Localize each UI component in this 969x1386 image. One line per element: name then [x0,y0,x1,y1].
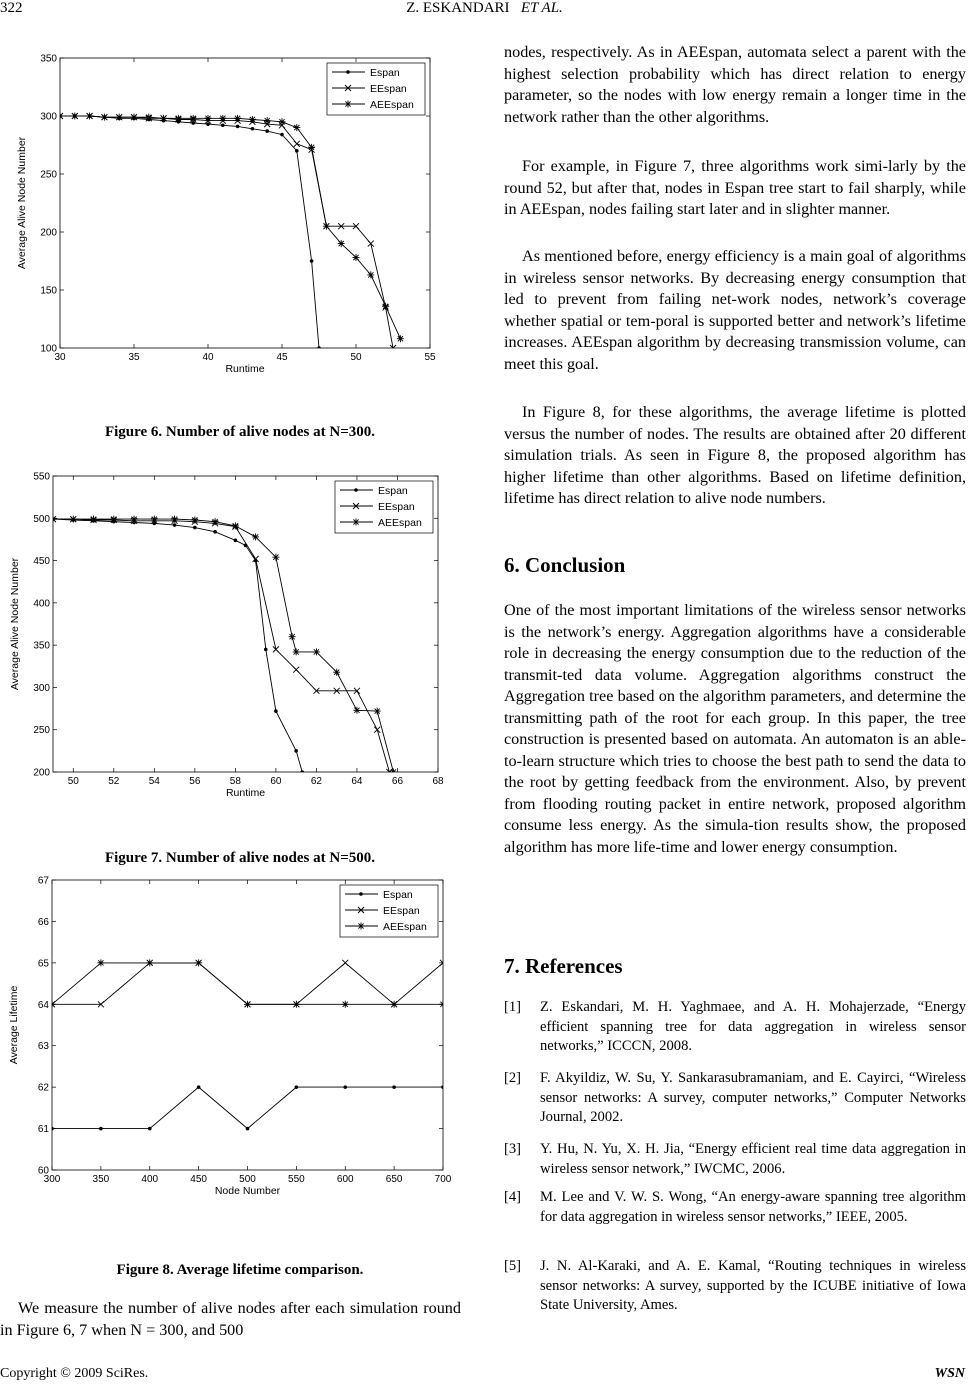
data-point-aeespan [90,516,97,523]
x-tick-label: 66 [391,776,404,787]
y-tick-label: 67 [37,875,49,887]
data-point-aeespan [353,707,360,714]
x-tick-label: 400 [141,1174,159,1185]
x-tick-label: 40 [202,352,214,363]
reference-item [504,998,966,1057]
reference-number: [1] [504,999,522,1015]
data-point-aeespan [131,114,138,121]
data-point-aeespan [71,113,78,120]
legend-marker [354,488,358,492]
data-point-aeespan [244,1001,251,1008]
x-tick-label: 350 [92,1174,110,1185]
legend-label: Espan [383,889,413,901]
data-point-aeespan [249,116,256,123]
figure-7-caption: Figure 7. Number of alive nodes at N=500. [104,850,376,866]
data-point-aeespan [397,335,404,342]
data-point-espan [213,530,217,534]
data-point-aeespan [145,114,152,121]
data-point-aeespan [323,223,330,230]
data-point-espan [246,1127,250,1131]
y-tick-label: 250 [33,725,50,737]
y-tick-label: 350 [33,640,50,652]
data-point-aeespan [110,516,117,523]
data-point-espan [265,129,269,133]
data-point-espan [50,1127,54,1131]
data-point-aeespan [293,124,300,131]
y-tick-label: 300 [40,111,57,123]
y-tick-label: 150 [40,285,57,297]
running-head-etal: ET AL. [520,0,563,16]
reference-number: [3] [504,1141,522,1157]
y-tick-label: 350 [40,53,57,65]
reference-text: J. N. Al-Karaki, and A. E. Kamal, “Routing techniques in wireless sensor networks: A survey, supported by the ICUBE initiative of Iowa State University, Ames. [540,1258,966,1313]
data-point-aeespan [293,648,300,655]
legend-label: EEspan [370,83,407,95]
data-point-espan [295,1085,299,1089]
data-point-espan [251,127,255,131]
conclusion-text: One of the most important limitations of the wireless sensor networks is the network’s energy. Aggregation algorithms have a considerable role in decreasing the energy consumption due to the reduction of the transmit-ted data volume. Aggregation algorithms construct the Aggregation tree based on the algorithm parameters, and determine the transmitting path of the root for each group. In this paper, the tree construction is presented based on automata. An automaton is an able-to-learn structure which tries to choose the best path to send the data to the root by getting feedback from the environment. Also, by prevent from flooding routing packet in entire network, proposed algorithm consume less energy. As the simula-tion results show, the proposed algorithm has more life-time and lower energy consumption. [504,601,966,856]
data-point-espan [317,346,321,350]
figure-8-caption: Figure 8. Average lifetime comparison. [116,1262,364,1278]
data-point-aeespan [97,959,104,966]
x-tick-label: 550 [288,1174,305,1185]
body-paragraph-example: For example, in Figure 7, three algorithms work simi-larly by the round 52, but after that, nodes in Espan tree start to fail sharply, while in AEEspan, nodes failing start later and in slighter manner. [504,157,966,218]
legend-label: EEspan [378,501,415,513]
y-tick-label: 500 [33,513,50,525]
data-point-aeespan [86,113,93,120]
x-tick-label: 450 [190,1174,207,1185]
data-point-aeespan [293,1001,300,1008]
y-tick-label: 61 [37,1124,49,1136]
x-tick-label: 56 [189,776,201,787]
data-point-aeespan [264,117,271,124]
reference-number: [4] [504,1189,522,1205]
x-tick-label: 62 [310,776,322,787]
data-point-aeespan [175,115,182,122]
x-tick-label: 300 [43,1174,61,1185]
data-point-espan [264,648,268,652]
running-head-authors: Z. ESKANDARI [406,0,510,16]
footer-journal: WSN [934,1366,965,1381]
data-point-aeespan [313,648,320,655]
data-point-espan [148,1127,152,1131]
legend-label: AEEspan [378,517,422,529]
data-point-espan [197,1085,201,1089]
legend-marker [346,70,350,74]
data-point-espan [441,1085,445,1089]
data-point-aeespan [232,522,239,529]
data-point-aeespan [191,516,198,523]
y-tick-label: 65 [37,958,49,970]
legend-marker [353,519,360,526]
references-heading: 7. References [504,954,623,978]
reference-text: F. Akyildiz, W. Su, Y. Sankarasubramaniam, and E. Cayirci, “Wireless sensor networks: A survey, computer networks,” Computer Networks Journal, 2002. [540,1070,966,1125]
x-tick-label: 600 [336,1174,354,1185]
x-tick-label: 50 [350,352,362,363]
data-point-espan [193,526,197,530]
data-point-aeespan [390,769,397,776]
data-point-aeespan [70,516,77,523]
page-number: 322 [0,0,23,16]
y-tick-label: 300 [33,682,50,694]
data-point-espan [294,749,298,753]
data-point-espan [310,259,314,263]
x-tick-label: 500 [239,1174,256,1185]
x-tick-label: 35 [128,352,140,363]
data-point-aeespan [101,114,108,121]
data-point-aeespan [308,144,315,151]
data-point-aeespan [367,271,374,278]
x-tick-label: 64 [351,776,363,787]
x-axis-label: Runtime [225,787,266,799]
data-point-aeespan [272,554,279,561]
data-point-espan [236,125,240,129]
data-point-aeespan [195,959,202,966]
data-point-aeespan [57,113,64,120]
data-point-aeespan [279,118,286,125]
y-tick-label: 63 [37,1041,49,1053]
x-axis-label: Node Number [214,1185,281,1197]
legend-marker [358,923,365,930]
body-paragraph-left: We measure the number of alive nodes after each simulation round in Figure 6, 7 when N = 300, and 500 [0,1299,461,1339]
reference-item [504,1188,966,1227]
body-paragraph-continued: nodes, respectively. As in AEEspan, automata select a parent with the highest selection probability which has direct relation to energy parameter, so the nodes with low energy remain a longer time in the network rather than the other algorithms. [504,43,966,126]
y-tick-label: 200 [40,227,57,239]
x-tick-label: 700 [434,1174,452,1185]
x-tick-label: 68 [432,776,444,787]
data-point-aeespan [342,1001,349,1008]
data-point-espan [99,1127,103,1131]
reference-text: M. Lee and V. W. S. Wong, “An energy-aware spanning tree algorithm for data aggregation in wireless sensor networks,” IEEE, 2005. [540,1189,966,1225]
legend-label: EEspan [383,905,420,917]
y-axis-label: Average Lifetime [8,985,20,1065]
data-point-espan [343,1085,347,1089]
data-point-aeespan [212,518,219,525]
data-point-espan [206,122,210,126]
legend-marker [359,892,363,896]
reference-number: [5] [504,1258,522,1274]
reference-text: Z. Eskandari, M. H. Yaghmaee, and A. H. Mohajerzade, “Energy efficient spanning tree for data aggregation in wireless sensor networks,” ICCCN, 2008. [540,999,966,1054]
data-point-espan [221,123,225,127]
x-tick-label: 54 [148,776,160,787]
data-point-espan [173,523,177,527]
legend [340,885,438,937]
legend-label: AEEspan [383,921,427,933]
data-point-aeespan [131,516,138,523]
data-point-aeespan [333,669,340,676]
legend-label: Espan [378,485,408,497]
data-point-aeespan [234,115,241,122]
x-tick-label: 52 [108,776,120,787]
conclusion-heading: 6. Conclusion [504,553,626,577]
x-tick-label: 45 [276,352,288,363]
figure-7-chart [0,466,480,838]
data-point-espan [295,149,299,153]
data-point-aeespan [50,516,57,523]
data-point-aeespan [382,303,389,310]
data-point-aeespan [49,1001,56,1008]
data-point-aeespan [151,516,158,523]
data-point-aeespan [190,115,197,122]
data-point-aeespan [391,1001,398,1008]
x-tick-label: 30 [54,352,66,363]
legend-marker [345,101,352,108]
figure-6-svg [0,46,480,412]
legend-label: Espan [370,67,400,79]
data-point-aeespan [289,633,296,640]
y-axis-label: Average Alive Node Number [16,136,28,270]
reference-text: Y. Hu, N. Yu, X. H. Jia, “Energy efficient real time data aggregation in wireless sensor network,” IWCMC, 2006. [540,1141,966,1177]
data-point-espan [280,133,284,137]
data-point-aeespan [160,115,167,122]
y-tick-label: 64 [37,999,49,1011]
legend [335,481,433,533]
data-point-aeespan [219,115,226,122]
data-point-aeespan [353,254,360,261]
data-point-aeespan [252,533,259,540]
legend-label: AEEspan [370,99,414,111]
reference-item [504,1257,966,1316]
footer-copyright: Copyright © 2009 SciRes. [0,1366,149,1381]
y-tick-label: 66 [37,916,49,928]
y-tick-label: 550 [33,471,50,483]
data-point-aeespan [440,1001,447,1008]
figure-7-svg [0,466,480,838]
y-axis-label: Average Alive Node Number [9,557,21,691]
data-point-aeespan [171,516,178,523]
x-tick-label: 650 [385,1174,403,1185]
data-point-espan [274,709,278,713]
x-tick-label: 55 [424,352,436,363]
data-point-espan [234,538,238,542]
data-point-espan [300,770,304,774]
y-tick-label: 250 [40,169,57,181]
data-point-aeespan [146,959,153,966]
figure-8-svg [0,868,480,1234]
x-tick-label: 58 [229,776,241,787]
figure-6-caption: Figure 6. Number of alive nodes at N=300. [104,424,376,440]
y-tick-label: 60 [37,1165,49,1177]
running-head [0,0,969,17]
body-paragraph-figure8: In Figure 8, for these algorithms, the average lifetime is plotted versus the number of nodes. The results are obtained after 20 different simulation trials. As seen in Figure 8, the proposed algorithm has higher lifetime than other algorithms. Based on lifetime definition, lifetime has direct relation to alive node numbers. [504,403,966,507]
y-tick-label: 62 [37,1082,49,1094]
x-tick-label: 50 [67,776,79,787]
legend [327,63,425,115]
x-axis-label: Runtime [225,363,265,375]
body-paragraph-energy: As mentioned before, energy efficiency is a main goal of algorithms in wireless sensor networks. By decreasing energy consumption that led to prevent from failing net-work nodes, network’s coverage whether spatial or tem-poral is supported better and network’s lifetime increases. AEEspan algorithm by decreasing transmission volume, can meet this goal. [504,247,966,373]
y-tick-label: 100 [40,343,57,355]
y-tick-label: 200 [33,767,50,779]
x-tick-label: 60 [270,776,282,787]
figure-6-chart [0,46,480,412]
reference-number: [2] [504,1070,522,1086]
reference-item [504,1140,966,1179]
figure-8-chart [0,868,480,1234]
y-tick-label: 450 [33,556,50,568]
reference-item [504,1069,966,1128]
data-point-aeespan [116,114,123,121]
data-point-aeespan [205,115,212,122]
data-point-aeespan [374,708,381,715]
data-point-aeespan [338,240,345,247]
y-tick-label: 400 [33,598,50,610]
data-point-espan [392,1085,396,1089]
